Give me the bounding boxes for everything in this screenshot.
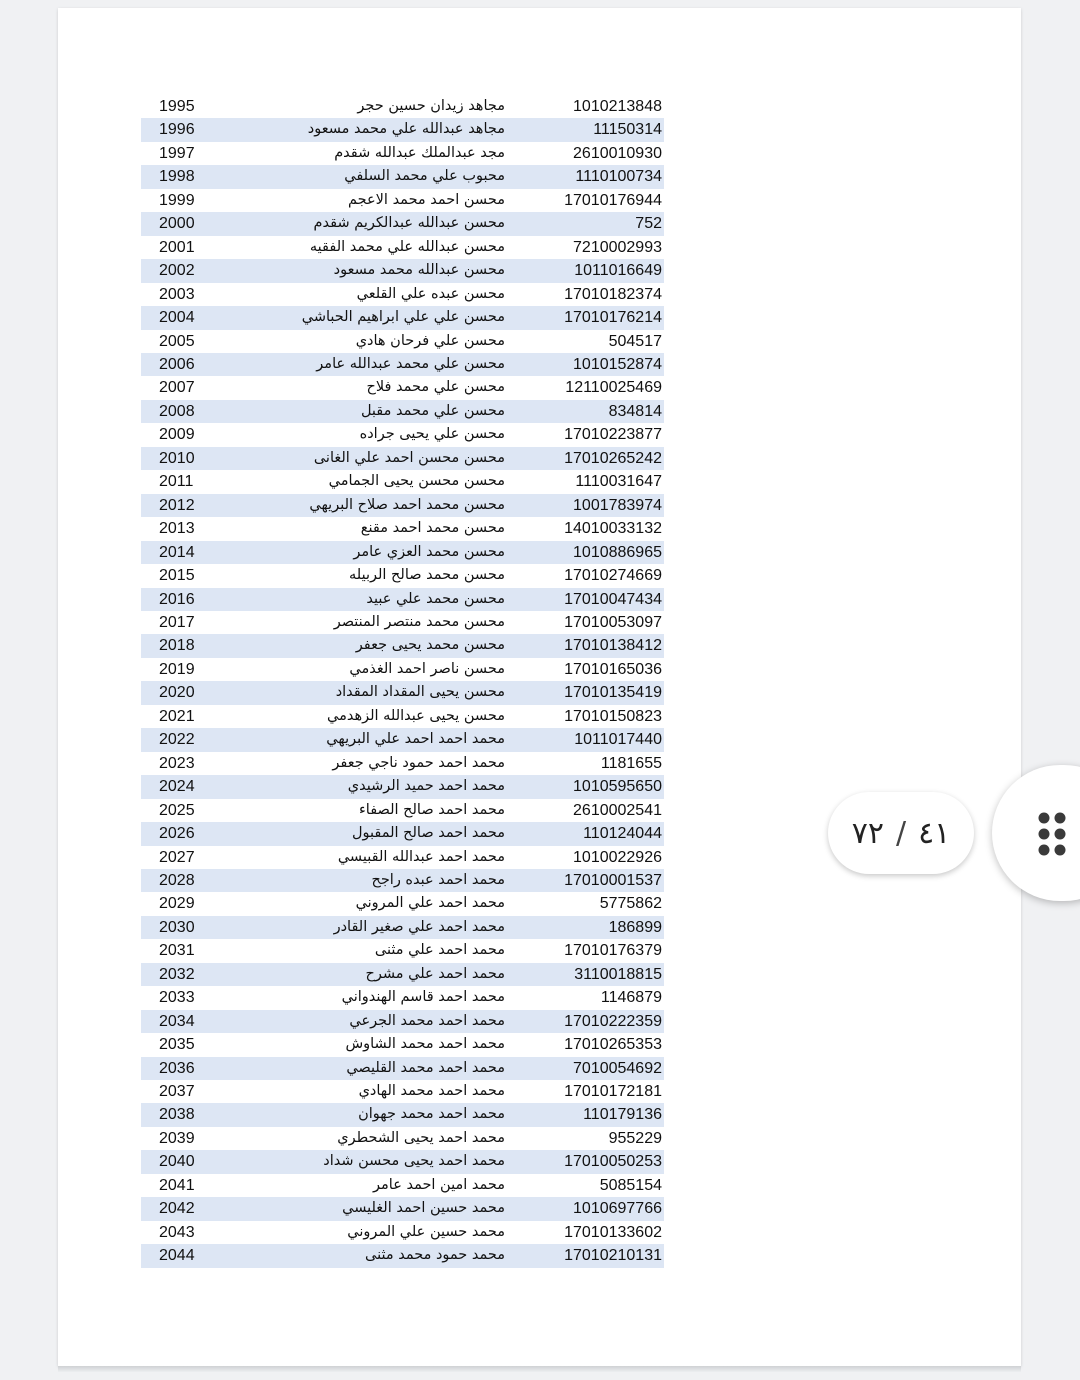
- row-id-number: 5775862: [599, 895, 662, 913]
- row-full-name: محسن محمد احمد صلاح البريهي: [309, 496, 505, 513]
- table-row: [141, 634, 664, 657]
- row-sequence-number: 2018: [159, 637, 195, 655]
- table-row: [141, 306, 664, 329]
- row-full-name: محسن محمد منتصر المنتصر: [333, 613, 505, 630]
- row-sequence-number: 2027: [159, 848, 195, 866]
- row-id-number: 1011017440: [574, 731, 662, 749]
- row-sequence-number: 1996: [159, 121, 195, 139]
- row-sequence-number: 1995: [159, 98, 195, 115]
- row-id-number: 17010053097: [564, 613, 662, 631]
- row-sequence-number: 2008: [159, 402, 195, 420]
- row-id-number: 12110025469: [565, 379, 662, 397]
- table-row: [141, 494, 664, 517]
- table-row: [141, 681, 664, 704]
- row-full-name: محسن علي فرحان هادي: [355, 332, 505, 349]
- row-id-number: 110179136: [583, 1106, 662, 1124]
- table-row: [141, 869, 664, 892]
- row-id-number: 834814: [608, 402, 662, 420]
- table-row: [141, 1150, 664, 1173]
- row-id-number: 17010274669: [564, 567, 662, 585]
- row-full-name: محمد احمد علي المروني: [355, 895, 505, 912]
- row-id-number: 11150314: [593, 121, 662, 139]
- row-full-name: محمد احمد يحيى محسن شداد: [323, 1153, 505, 1170]
- row-full-name: محسن محمد صالح الربيله: [349, 567, 505, 584]
- row-id-number: 17010047434: [564, 590, 662, 608]
- row-sequence-number: 2013: [159, 520, 195, 538]
- row-sequence-number: 2031: [159, 942, 195, 960]
- row-full-name: محمد احمد محمد الشاوش: [345, 1036, 505, 1053]
- row-full-name: محسن يحيى المقداد المقداد: [335, 684, 505, 701]
- row-id-number: 955229: [608, 1129, 662, 1147]
- table-row: [141, 212, 664, 235]
- row-id-number: 17010176944: [564, 191, 662, 209]
- row-full-name: محمد احمد يحيى الشحطري: [337, 1129, 505, 1146]
- table-row: [141, 564, 664, 587]
- table-row: [141, 118, 664, 141]
- row-sequence-number: 2024: [159, 778, 195, 796]
- row-id-number: 752: [635, 215, 662, 233]
- row-full-name: محبوب علي محمد السلفي: [344, 168, 505, 185]
- row-sequence-number: 2036: [159, 1059, 195, 1077]
- row-id-number: 1181655: [600, 754, 662, 772]
- row-id-number: 7010054692: [573, 1059, 662, 1077]
- current-page-number: ٤١: [918, 815, 951, 851]
- row-sequence-number: 2030: [159, 918, 195, 936]
- row-id-number: 17010182374: [564, 285, 662, 303]
- row-sequence-number: 2042: [159, 1200, 195, 1218]
- row-id-number: 1110031647: [575, 473, 662, 491]
- row-sequence-number: 2002: [159, 262, 195, 280]
- row-id-number: 17010223877: [564, 426, 662, 444]
- row-id-number: 17010176214: [564, 309, 662, 327]
- row-sequence-number: 2009: [159, 426, 195, 444]
- row-full-name: محسن علي محمد فلاح: [366, 379, 505, 396]
- row-full-name: محمد امين احمد عامر: [373, 1176, 505, 1193]
- table-row: [141, 259, 664, 282]
- row-sequence-number: 2044: [159, 1247, 195, 1265]
- row-id-number: 5085154: [599, 1176, 662, 1194]
- row-sequence-number: 2004: [159, 309, 195, 327]
- document-page: [58, 8, 1021, 1366]
- table-row: [141, 283, 664, 306]
- table-row: [141, 799, 664, 822]
- row-id-number: 1110100734: [575, 168, 662, 186]
- row-full-name: محمد احمد قاسم الهندواني: [341, 989, 505, 1006]
- row-id-number: 17010135419: [564, 684, 662, 702]
- table-row: [141, 1174, 664, 1197]
- row-id-number: 17010138412: [564, 637, 662, 655]
- table-row: [141, 330, 664, 353]
- table-row: [141, 423, 664, 446]
- row-full-name: محسن عبدالله عبدالكريم شقدم: [313, 215, 505, 232]
- row-sequence-number: 2025: [159, 801, 195, 819]
- table-row: [141, 517, 664, 540]
- page-number-indicator: [828, 792, 974, 874]
- row-full-name: محمد احمد علي مشرح: [365, 965, 505, 982]
- row-full-name: محسن علي محمد عبدالله عامر: [316, 355, 505, 372]
- row-sequence-number: 2012: [159, 496, 195, 514]
- table-row: [141, 470, 664, 493]
- row-id-number: 1010022926: [573, 848, 662, 866]
- row-full-name: محمد حسين علي المروني: [347, 1223, 505, 1240]
- row-full-name: محسن محمد العزي عامر: [353, 543, 505, 560]
- row-full-name: محسن ناصر احمد الغذمي: [349, 660, 505, 677]
- row-full-name: محمد احمد حمود ناجي جعفر: [332, 754, 505, 771]
- row-full-name: محمد احمد علي مثنى: [374, 942, 505, 959]
- table-row: [141, 916, 664, 939]
- row-sequence-number: 2011: [159, 473, 194, 491]
- total-page-count: ٧٢: [851, 815, 884, 851]
- drag-dots-icon: [1037, 811, 1067, 857]
- row-full-name: محسن محسن يحيى الجمامي: [328, 473, 505, 490]
- row-full-name: محسن محمد علي عبيد: [366, 590, 505, 607]
- row-id-number: 3110018815: [574, 965, 662, 983]
- table-row: [141, 1197, 664, 1220]
- table-row: [141, 376, 664, 399]
- row-sequence-number: 1997: [159, 144, 195, 162]
- row-id-number: 17010165036: [564, 660, 662, 678]
- row-full-name: محسن علي علي ابراهيم الحباشي: [301, 309, 505, 326]
- table-row: [141, 165, 664, 188]
- table-row: [141, 846, 664, 869]
- page-separator: /: [895, 815, 907, 851]
- row-id-number: 17010176379: [564, 942, 662, 960]
- row-full-name: محسن محمد يحيى جعفر: [355, 637, 505, 654]
- row-full-name: محمد احمد محمد القليصي: [346, 1059, 505, 1076]
- row-sequence-number: 2040: [159, 1153, 195, 1171]
- row-id-number: 17010265353: [564, 1036, 662, 1054]
- table-row: [141, 611, 664, 634]
- row-full-name: محسن علي يحيى جراده: [359, 426, 505, 443]
- row-sequence-number: 2023: [159, 754, 195, 772]
- row-full-name: محمد احمد حميد الرشيدي: [347, 778, 505, 795]
- row-sequence-number: 2033: [159, 989, 195, 1007]
- row-sequence-number: 2029: [159, 895, 195, 913]
- row-id-number: 17010050253: [564, 1153, 662, 1171]
- row-full-name: محسن عبدالله علي محمد الفقيه: [309, 238, 505, 255]
- table-row: [141, 892, 664, 915]
- table-row: [141, 1080, 664, 1103]
- table-row: [141, 541, 664, 564]
- table-row: [141, 95, 664, 118]
- table-row: [141, 1033, 664, 1056]
- row-full-name: محسن علي محمد مقبل: [360, 402, 505, 419]
- row-id-number: 1146879: [600, 989, 662, 1007]
- row-full-name: محمد احمد علي صغير القادر: [333, 918, 505, 935]
- row-full-name: محسن احمد محمد الاعجم: [348, 191, 505, 208]
- row-full-name: محمد احمد محمد جهوان: [358, 1106, 505, 1123]
- row-sequence-number: 2035: [159, 1036, 195, 1054]
- table-row: [141, 705, 664, 728]
- row-id-number: 17010150823: [564, 707, 662, 725]
- row-id-number: 17010210131: [564, 1247, 662, 1265]
- table-row: [141, 728, 664, 751]
- table-row: [141, 1010, 664, 1033]
- row-sequence-number: 2037: [159, 1083, 195, 1101]
- table-row: [141, 658, 664, 681]
- row-id-number: 2610002541: [573, 801, 662, 819]
- row-sequence-number: 2003: [159, 285, 195, 303]
- table-row: [141, 1103, 664, 1126]
- table-row: [141, 986, 664, 1009]
- row-full-name: مجد عبدالملك عبدالله شقدم: [334, 144, 505, 161]
- row-full-name: محسن محمد احمد مقنع: [360, 520, 505, 537]
- row-sequence-number: 2006: [159, 355, 195, 373]
- row-id-number: 17010001537: [564, 871, 662, 889]
- row-full-name: محسن عبدالله محمد مسعود: [333, 262, 505, 279]
- row-sequence-number: 2021: [159, 707, 195, 725]
- table-row: [141, 588, 664, 611]
- table-row: [141, 142, 664, 165]
- row-sequence-number: 2028: [159, 871, 195, 889]
- row-sequence-number: 2020: [159, 684, 195, 702]
- row-full-name: مجاهد عبدالله علي محمد مسعود: [307, 121, 505, 138]
- row-id-number: 17010172181: [564, 1083, 662, 1101]
- row-sequence-number: 1998: [159, 168, 195, 186]
- row-sequence-number: 2000: [159, 215, 195, 233]
- table-row: [141, 447, 664, 470]
- table-row: [141, 1127, 664, 1150]
- table-row: [141, 189, 664, 212]
- row-sequence-number: 2016: [159, 590, 195, 608]
- row-sequence-number: 2026: [159, 825, 195, 843]
- row-full-name: محسن يحيى عبدالله الزهدمي: [326, 707, 505, 724]
- table-row: [141, 939, 664, 962]
- row-sequence-number: 2001: [159, 238, 195, 256]
- row-sequence-number: 2019: [159, 660, 195, 678]
- row-id-number: 17010222359: [564, 1012, 662, 1030]
- row-id-number: 1010595650: [573, 778, 662, 796]
- row-full-name: محمد احمد عبدالله القبيسي: [337, 848, 505, 865]
- row-sequence-number: 2022: [159, 731, 195, 749]
- row-sequence-number: 1999: [159, 191, 195, 209]
- row-sequence-number: 2039: [159, 1129, 195, 1147]
- table-row: [141, 775, 664, 798]
- row-sequence-number: 2015: [159, 567, 195, 585]
- row-id-number: 7210002993: [573, 238, 662, 256]
- row-full-name: محمد احمد محمد الهادي: [358, 1083, 505, 1100]
- row-id-number: 14010033132: [564, 520, 662, 538]
- row-id-number: 1010886965: [573, 543, 662, 561]
- table-row: [141, 752, 664, 775]
- row-sequence-number: 2041: [159, 1176, 195, 1194]
- row-id-number: 1010697766: [573, 1200, 662, 1218]
- table-row: [141, 400, 664, 423]
- row-sequence-number: 2038: [159, 1106, 195, 1124]
- table-row: [141, 1057, 664, 1080]
- row-full-name: محمد احمد عبده راجح: [371, 871, 505, 888]
- row-full-name: محمد احمد احمد علي البريهي: [326, 731, 505, 748]
- row-full-name: محسن عبده علي القلعي: [356, 285, 505, 302]
- row-id-number: 1010213848: [573, 98, 662, 115]
- row-id-number: 1011016649: [574, 262, 662, 280]
- row-sequence-number: 2014: [159, 543, 195, 561]
- row-sequence-number: 2032: [159, 965, 195, 983]
- row-sequence-number: 2010: [159, 449, 195, 467]
- row-id-number: 110124044: [583, 825, 662, 843]
- page-bottom-edge: [58, 1366, 1021, 1372]
- row-full-name: مجاهد زيدان حسين حجر: [357, 98, 505, 114]
- row-id-number: 504517: [608, 332, 662, 350]
- row-full-name: محسن محسن احمد علي الغانى: [313, 449, 505, 466]
- row-sequence-number: 2043: [159, 1223, 195, 1241]
- row-sequence-number: 2007: [159, 379, 195, 397]
- row-full-name: محمد حسين احمد الغليسي: [342, 1200, 505, 1217]
- row-id-number: 1010152874: [573, 355, 662, 373]
- row-sequence-number: 2017: [159, 613, 195, 631]
- row-id-number: 2610010930: [573, 144, 662, 162]
- row-full-name: محمد حمود محمد مثنى: [365, 1247, 505, 1264]
- row-id-number: 1001783974: [573, 496, 662, 514]
- row-sequence-number: 2005: [159, 332, 195, 350]
- row-sequence-number: 2034: [159, 1012, 195, 1030]
- row-id-number: 17010133602: [564, 1223, 662, 1241]
- row-id-number: 186899: [608, 918, 662, 936]
- table-row: [141, 236, 664, 259]
- row-id-number: 17010265242: [564, 449, 662, 467]
- table-row: [141, 1244, 664, 1267]
- table-row: [141, 353, 664, 376]
- row-full-name: محمد احمد صالح الصفاء: [358, 801, 505, 818]
- row-full-name: محمد احمد محمد الجرعي: [349, 1012, 505, 1029]
- row-full-name: محمد احمد صالح المقبول: [351, 825, 505, 842]
- table-row: [141, 1221, 664, 1244]
- names-table: [141, 95, 664, 1268]
- table-row: [141, 822, 664, 845]
- table-row: [141, 963, 664, 986]
